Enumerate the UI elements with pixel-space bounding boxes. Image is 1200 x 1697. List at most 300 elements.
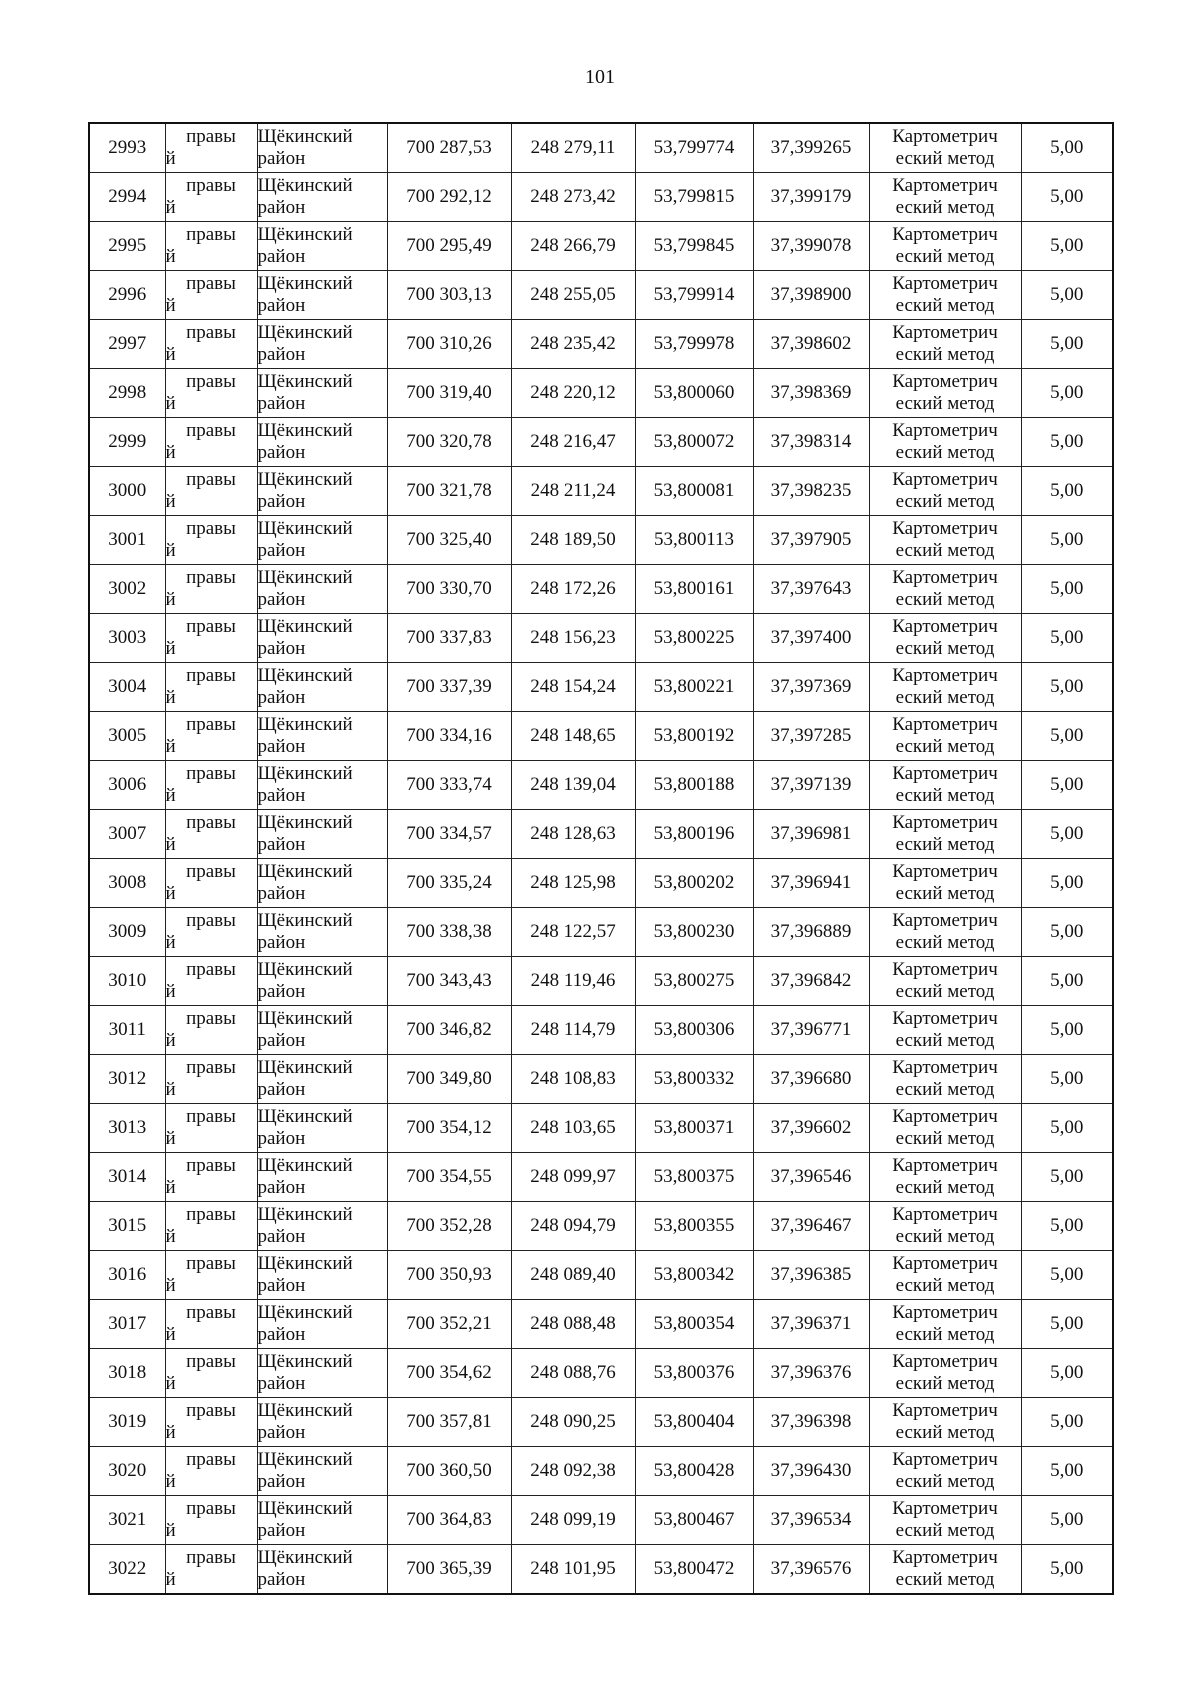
accuracy-cell: 5,00 [1021,1055,1113,1104]
method-line2: еский метод [895,785,995,806]
x-coordinate-cell: 700 338,38 [387,908,511,957]
x-coordinate-cell: 700 330,70 [387,565,511,614]
bank-side-line1: правы [186,518,236,539]
method-line1: Картометрич [892,1302,998,1323]
bank-side-line2: й [165,1520,176,1541]
table-row [89,1447,1113,1496]
region-line2: район [257,1422,306,1443]
longitude-cell: 37,396981 [753,810,869,859]
latitude-cell: 53,799845 [635,222,753,271]
bank-side-line1: правы [186,420,236,441]
bank-side-line2: й [165,883,176,904]
longitude-cell: 37,397369 [753,663,869,712]
method-cell [869,859,1021,908]
region-line2: район [257,1275,306,1296]
longitude-cell: 37,397139 [753,761,869,810]
bank-side-line2: й [165,148,176,169]
method-line1: Картометрич [892,1400,998,1421]
bank-side-cell [165,1447,257,1496]
x-coordinate-cell: 700 310,26 [387,320,511,369]
bank-side-line1: правы [186,322,236,343]
method-line2: еский метод [895,1275,995,1296]
bank-side-line1: правы [186,1449,236,1470]
method-line1: Картометрич [892,665,998,686]
latitude-cell: 53,800113 [635,516,753,565]
latitude-cell: 53,800221 [635,663,753,712]
region-cell [257,663,387,712]
bank-side-line2: й [165,393,176,414]
bank-side-cell [165,1153,257,1202]
bank-side-cell [165,565,257,614]
method-cell [869,123,1021,173]
method-cell [869,614,1021,663]
region-line1: Щёкинский [257,910,353,931]
longitude-cell: 37,396376 [753,1349,869,1398]
longitude-cell: 37,396371 [753,1300,869,1349]
x-coordinate-cell: 700 354,55 [387,1153,511,1202]
y-coordinate-cell: 248 103,65 [511,1104,635,1153]
method-cell [869,1153,1021,1202]
latitude-cell: 53,800472 [635,1545,753,1595]
latitude-cell: 53,800371 [635,1104,753,1153]
table-row [89,1006,1113,1055]
method-cell [869,1300,1021,1349]
y-coordinate-cell: 248 090,25 [511,1398,635,1447]
region-line1: Щёкинский [257,959,353,980]
y-coordinate-cell: 248 099,19 [511,1496,635,1545]
table-row [89,1398,1113,1447]
bank-side-line1: правы [186,1155,236,1176]
longitude-cell: 37,399179 [753,173,869,222]
region-line1: Щёкинский [257,1057,353,1078]
accuracy-cell: 5,00 [1021,1153,1113,1202]
region-line2: район [257,246,306,267]
latitude-cell: 53,800230 [635,908,753,957]
accuracy-cell: 5,00 [1021,1251,1113,1300]
method-cell [869,957,1021,1006]
bank-side-cell [165,859,257,908]
bank-side-cell [165,1349,257,1398]
table-row [89,565,1113,614]
accuracy-cell: 5,00 [1021,1202,1113,1251]
page-number: 101 [585,66,615,88]
bank-side-cell [165,614,257,663]
y-coordinate-cell: 248 101,95 [511,1545,635,1595]
bank-side-line1: правы [186,273,236,294]
bank-side-line2: й [165,1128,176,1149]
method-line1: Картометрич [892,518,998,539]
y-coordinate-cell: 248 088,48 [511,1300,635,1349]
region-line1: Щёкинский [257,175,353,196]
method-line2: еский метод [895,1079,995,1100]
region-line1: Щёкинский [257,567,353,588]
point-number-cell: 3002 [89,565,165,614]
point-number-cell: 3012 [89,1055,165,1104]
region-cell [257,761,387,810]
method-line2: еский метод [895,197,995,218]
bank-side-cell [165,1055,257,1104]
table-row [89,957,1113,1006]
method-cell [869,320,1021,369]
method-line2: еский метод [895,1128,995,1149]
region-cell [257,1104,387,1153]
method-cell [869,516,1021,565]
region-cell [257,1545,387,1595]
bank-side-cell [165,810,257,859]
method-cell [869,663,1021,712]
method-cell [869,1447,1021,1496]
bank-side-cell [165,320,257,369]
region-cell [257,369,387,418]
region-line1: Щёкинский [257,665,353,686]
method-line2: еский метод [895,1520,995,1541]
point-number-cell: 3017 [89,1300,165,1349]
table-row [89,320,1113,369]
longitude-cell: 37,396546 [753,1153,869,1202]
latitude-cell: 53,800275 [635,957,753,1006]
x-coordinate-cell: 700 354,12 [387,1104,511,1153]
point-number-cell: 3011 [89,1006,165,1055]
bank-side-line2: й [165,197,176,218]
y-coordinate-cell: 248 094,79 [511,1202,635,1251]
accuracy-cell: 5,00 [1021,369,1113,418]
y-coordinate-cell: 248 108,83 [511,1055,635,1104]
latitude-cell: 53,800161 [635,565,753,614]
x-coordinate-cell: 700 333,74 [387,761,511,810]
latitude-cell: 53,800072 [635,418,753,467]
region-line1: Щёкинский [257,518,353,539]
method-cell [869,369,1021,418]
bank-side-line1: правы [186,1302,236,1323]
point-number-cell: 3018 [89,1349,165,1398]
accuracy-cell: 5,00 [1021,123,1113,173]
method-line2: еский метод [895,687,995,708]
method-line2: еский метод [895,1471,995,1492]
method-line2: еский метод [895,736,995,757]
bank-side-line2: й [165,1030,176,1051]
bank-side-cell [165,1202,257,1251]
bank-side-cell [165,1251,257,1300]
table-body [89,123,1113,1594]
x-coordinate-cell: 700 349,80 [387,1055,511,1104]
table-row [89,123,1113,173]
latitude-cell: 53,800332 [635,1055,753,1104]
point-number-cell: 3013 [89,1104,165,1153]
table-row [89,663,1113,712]
method-line2: еский метод [895,393,995,414]
region-line2: район [257,1324,306,1345]
method-cell [869,810,1021,859]
latitude-cell: 53,800192 [635,712,753,761]
bank-side-cell [165,712,257,761]
bank-side-line1: правы [186,1204,236,1225]
region-line2: район [257,1030,306,1051]
bank-side-line2: й [165,785,176,806]
latitude-cell: 53,800342 [635,1251,753,1300]
region-cell [257,467,387,516]
latitude-cell: 53,800428 [635,1447,753,1496]
x-coordinate-cell: 700 352,21 [387,1300,511,1349]
point-number-cell: 3001 [89,516,165,565]
region-cell [257,565,387,614]
region-cell [257,859,387,908]
method-line1: Картометрич [892,126,998,147]
table-row [89,614,1113,663]
region-line1: Щёкинский [257,861,353,882]
table-row [89,369,1113,418]
region-cell [257,810,387,859]
longitude-cell: 37,397285 [753,712,869,761]
method-line2: еский метод [895,883,995,904]
bank-side-line1: правы [186,861,236,882]
longitude-cell: 37,396467 [753,1202,869,1251]
x-coordinate-cell: 700 292,12 [387,173,511,222]
table-row [89,859,1113,908]
longitude-cell: 37,396385 [753,1251,869,1300]
y-coordinate-cell: 248 122,57 [511,908,635,957]
region-line1: Щёкинский [257,616,353,637]
bank-side-cell [165,222,257,271]
region-line1: Щёкинский [257,371,353,392]
region-line2: район [257,540,306,561]
region-line1: Щёкинский [257,1106,353,1127]
bank-side-line1: правы [186,1400,236,1421]
method-line2: еский метод [895,589,995,610]
latitude-cell: 53,799774 [635,123,753,173]
region-line2: район [257,491,306,512]
bank-side-cell [165,663,257,712]
region-line1: Щёкинский [257,1351,353,1372]
method-cell [869,565,1021,614]
point-number-cell: 2995 [89,222,165,271]
table-row [89,810,1113,859]
accuracy-cell: 5,00 [1021,1300,1113,1349]
y-coordinate-cell: 248 139,04 [511,761,635,810]
point-number-cell: 3019 [89,1398,165,1447]
x-coordinate-cell: 700 321,78 [387,467,511,516]
point-number-cell: 3015 [89,1202,165,1251]
latitude-cell: 53,800306 [635,1006,753,1055]
bank-side-cell [165,271,257,320]
bank-side-line1: правы [186,616,236,637]
y-coordinate-cell: 248 279,11 [511,123,635,173]
region-line1: Щёкинский [257,1204,353,1225]
region-cell [257,320,387,369]
method-line1: Картометрич [892,1547,998,1568]
latitude-cell: 53,800188 [635,761,753,810]
region-line1: Щёкинский [257,1302,353,1323]
accuracy-cell: 5,00 [1021,810,1113,859]
y-coordinate-cell: 248 092,38 [511,1447,635,1496]
method-cell [869,1055,1021,1104]
accuracy-cell: 5,00 [1021,908,1113,957]
method-line1: Картометрич [892,714,998,735]
method-cell [869,271,1021,320]
region-line1: Щёкинский [257,469,353,490]
y-coordinate-cell: 248 099,97 [511,1153,635,1202]
longitude-cell: 37,398235 [753,467,869,516]
method-line1: Картометрич [892,1155,998,1176]
longitude-cell: 37,396430 [753,1447,869,1496]
bank-side-line1: правы [186,175,236,196]
bank-side-cell [165,516,257,565]
region-cell [257,1055,387,1104]
accuracy-cell: 5,00 [1021,1447,1113,1496]
accuracy-cell: 5,00 [1021,1006,1113,1055]
y-coordinate-cell: 248 128,63 [511,810,635,859]
bank-side-line2: й [165,981,176,1002]
y-coordinate-cell: 248 114,79 [511,1006,635,1055]
bank-side-line1: правы [186,763,236,784]
method-line2: еский метод [895,295,995,316]
method-line1: Картометрич [892,224,998,245]
method-cell [869,1349,1021,1398]
region-cell [257,1349,387,1398]
bank-side-cell [165,467,257,516]
point-number-cell: 3005 [89,712,165,761]
region-line1: Щёкинский [257,1400,353,1421]
bank-side-line2: й [165,344,176,365]
y-coordinate-cell: 248 211,24 [511,467,635,516]
longitude-cell: 37,396602 [753,1104,869,1153]
method-line2: еский метод [895,981,995,1002]
longitude-cell: 37,397400 [753,614,869,663]
point-number-cell: 3021 [89,1496,165,1545]
point-number-cell: 3007 [89,810,165,859]
longitude-cell: 37,398900 [753,271,869,320]
y-coordinate-cell: 248 189,50 [511,516,635,565]
region-line2: район [257,1373,306,1394]
method-line1: Картометрич [892,322,998,343]
y-coordinate-cell: 248 273,42 [511,173,635,222]
table-row [89,1300,1113,1349]
bank-side-line1: правы [186,959,236,980]
table-row [89,516,1113,565]
x-coordinate-cell: 700 287,53 [387,123,511,173]
method-cell [869,1006,1021,1055]
longitude-cell: 37,396398 [753,1398,869,1447]
method-line2: еский метод [895,344,995,365]
bank-side-cell [165,173,257,222]
accuracy-cell: 5,00 [1021,1398,1113,1447]
bank-side-line2: й [165,442,176,463]
region-line2: район [257,1079,306,1100]
table-row [89,418,1113,467]
region-line1: Щёкинский [257,1449,353,1470]
region-cell [257,123,387,173]
region-line1: Щёкинский [257,1155,353,1176]
bank-side-line1: правы [186,371,236,392]
method-line2: еский метод [895,1177,995,1198]
bank-side-line2: й [165,1324,176,1345]
latitude-cell: 53,800081 [635,467,753,516]
region-line2: район [257,344,306,365]
method-line1: Картометрич [892,175,998,196]
bank-side-line2: й [165,540,176,561]
table-row [89,467,1113,516]
region-line2: район [257,687,306,708]
x-coordinate-cell: 700 325,40 [387,516,511,565]
method-line1: Картометрич [892,616,998,637]
method-cell [869,908,1021,957]
bank-side-cell [165,957,257,1006]
region-line2: район [257,638,306,659]
y-coordinate-cell: 248 088,76 [511,1349,635,1398]
region-cell [257,1153,387,1202]
bank-side-line1: правы [186,469,236,490]
region-line1: Щёкинский [257,126,353,147]
longitude-cell: 37,397643 [753,565,869,614]
method-line1: Картометрич [892,371,998,392]
method-line1: Картометрич [892,1253,998,1274]
region-cell [257,1398,387,1447]
method-line2: еский метод [895,1324,995,1345]
point-number-cell: 2998 [89,369,165,418]
point-number-cell: 3014 [89,1153,165,1202]
region-line2: район [257,932,306,953]
bank-side-line1: правы [186,224,236,245]
table-row [89,1202,1113,1251]
table-row [89,1104,1113,1153]
point-number-cell: 3010 [89,957,165,1006]
region-cell [257,1447,387,1496]
accuracy-cell: 5,00 [1021,222,1113,271]
method-line1: Картометрич [892,420,998,441]
point-number-cell: 2993 [89,123,165,173]
method-line2: еский метод [895,1373,995,1394]
point-number-cell: 3016 [89,1251,165,1300]
method-cell [869,222,1021,271]
point-number-cell: 3003 [89,614,165,663]
region-line2: район [257,785,306,806]
x-coordinate-cell: 700 295,49 [387,222,511,271]
region-cell [257,1496,387,1545]
method-line1: Картометрич [892,1008,998,1029]
region-line1: Щёкинский [257,1008,353,1029]
accuracy-cell: 5,00 [1021,320,1113,369]
bank-side-line2: й [165,589,176,610]
method-line2: еский метод [895,148,995,169]
method-line1: Картометрич [892,273,998,294]
latitude-cell: 53,800225 [635,614,753,663]
bank-side-line2: й [165,834,176,855]
y-coordinate-cell: 248 119,46 [511,957,635,1006]
bank-side-line1: правы [186,1057,236,1078]
bank-side-cell [165,369,257,418]
bank-side-cell [165,761,257,810]
point-number-cell: 3022 [89,1545,165,1595]
method-line1: Картометрич [892,861,998,882]
accuracy-cell: 5,00 [1021,712,1113,761]
point-number-cell: 3000 [89,467,165,516]
region-line2: район [257,736,306,757]
x-coordinate-cell: 700 337,39 [387,663,511,712]
method-line2: еский метод [895,1030,995,1051]
bank-side-line2: й [165,246,176,267]
bank-side-line1: правы [186,714,236,735]
y-coordinate-cell: 248 266,79 [511,222,635,271]
latitude-cell: 53,800354 [635,1300,753,1349]
method-cell [869,173,1021,222]
bank-side-line2: й [165,1422,176,1443]
bank-side-line2: й [165,1569,176,1590]
table-row [89,222,1113,271]
region-cell [257,1251,387,1300]
region-cell [257,908,387,957]
region-line2: район [257,295,306,316]
bank-side-line2: й [165,295,176,316]
table-row [89,908,1113,957]
